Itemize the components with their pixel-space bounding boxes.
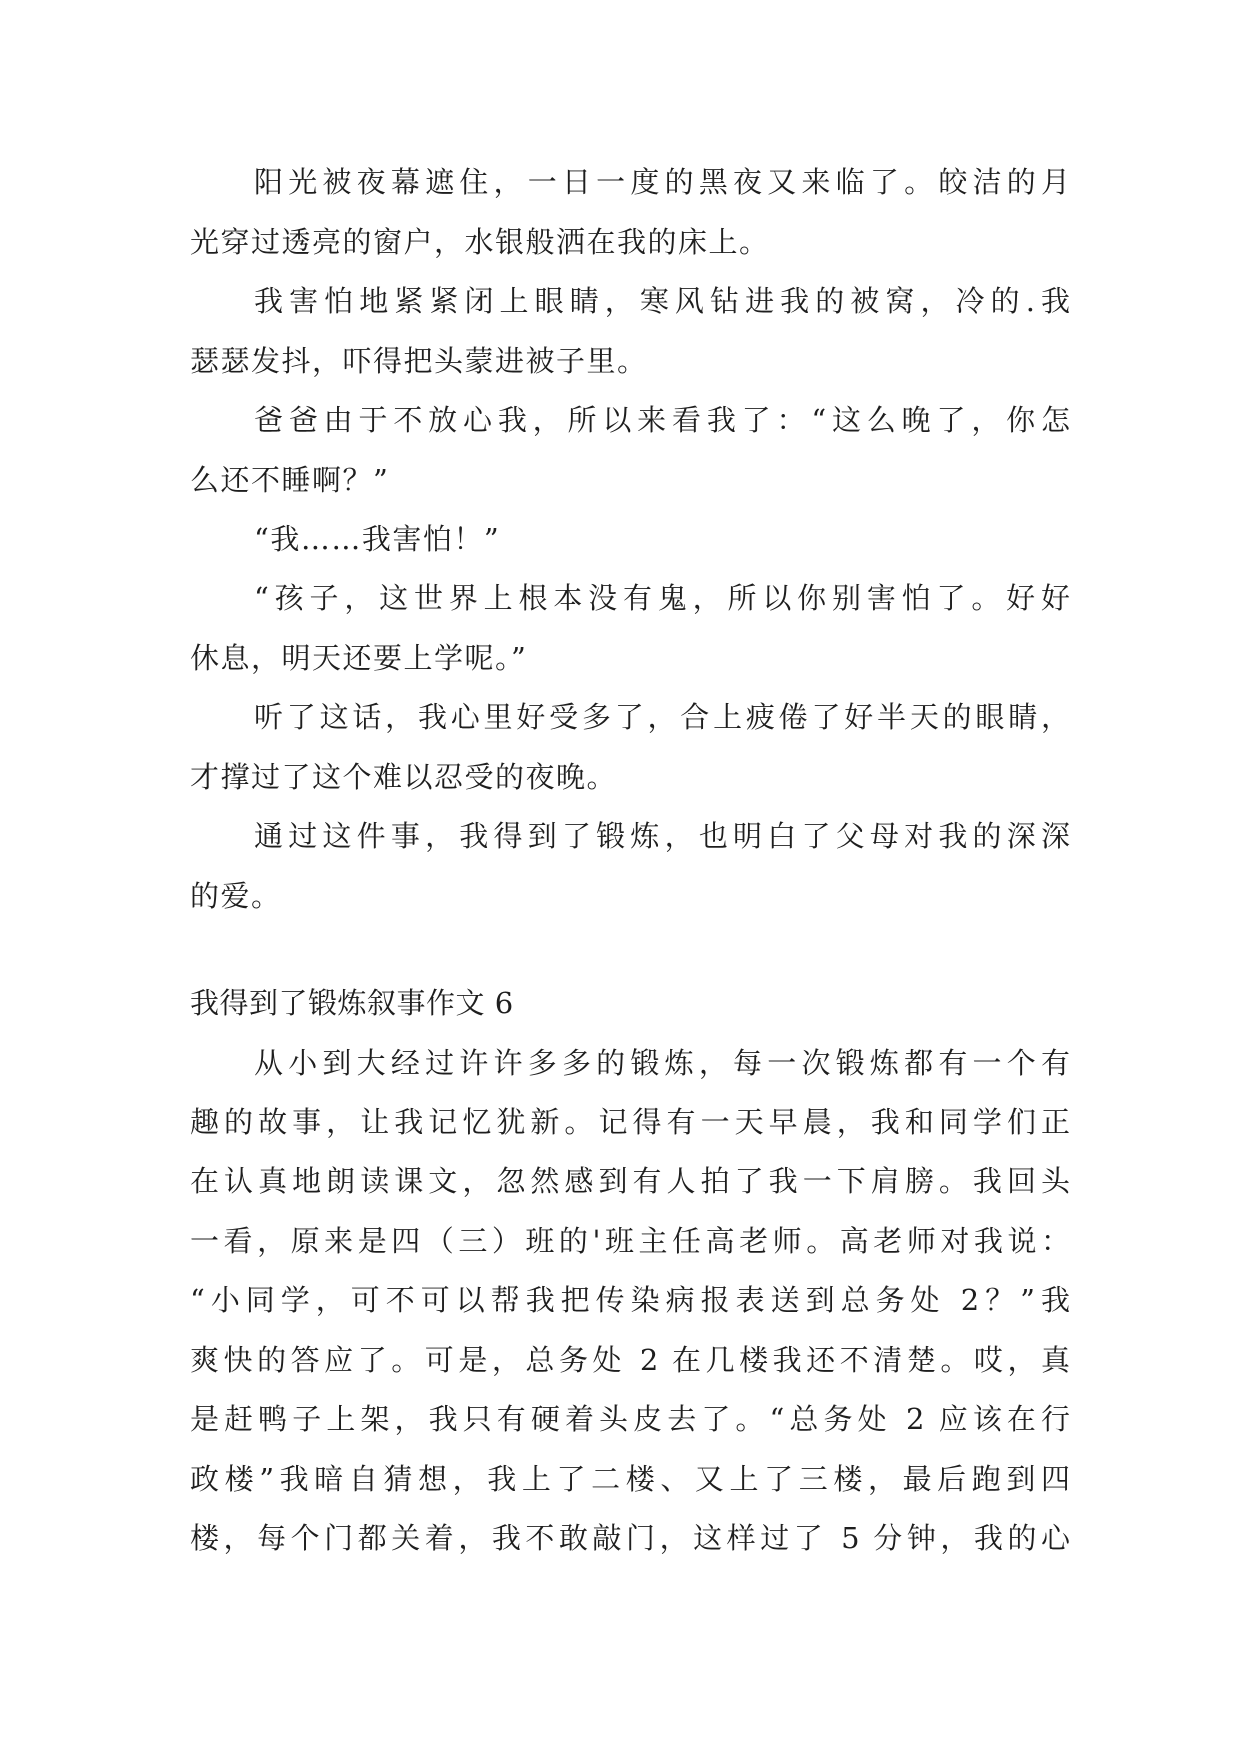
- paragraph-line: 的爱。: [190, 879, 282, 913]
- paragraph-line: 阳光被夜幕遮住，一日一度的黑夜又来临了。皎洁的月: [254, 165, 1070, 199]
- paragraph-line: 从小到大经过许许多多的锻炼，每一次锻炼都有一个有: [254, 1046, 1070, 1080]
- paragraph-line: 在认真地朗读课文，忽然感到有人拍了我一下肩膀。我回头: [190, 1164, 1070, 1198]
- paragraph-line: 楼，每个门都关着，我不敢敲门，这样过了 5 分钟，我的心: [190, 1521, 1070, 1555]
- paragraph-line: 通过这件事，我得到了锻炼，也明白了父母对我的深深: [254, 819, 1070, 853]
- paragraph-line: 是赶鸭子上架，我只有硬着头皮去了。“总务处 2 应该在行: [190, 1402, 1070, 1436]
- paragraph-line: 光穿过透亮的窗户，水银般洒在我的床上。: [190, 225, 770, 259]
- paragraph-line: 政楼”我暗自猜想，我上了二楼、又上了三楼，最后跑到四: [190, 1462, 1070, 1496]
- paragraph-line: “我……我害怕！”: [254, 522, 501, 556]
- paragraph-line: 趣的故事，让我记忆犹新。记得有一天早晨，我和同学们正: [190, 1105, 1070, 1139]
- paragraph-line: 一看，原来是四（三）班的'班主任高老师。高老师对我说：: [190, 1224, 1070, 1258]
- paragraph-line: 才撑过了这个难以忍受的夜晚。: [190, 760, 618, 794]
- paragraph-line: 瑟瑟发抖，吓得把头蒙进被子里。: [190, 344, 648, 378]
- paragraph-line: 休息，明天还要上学呢。”: [190, 641, 528, 675]
- paragraph-line: “小同学，可不可以帮我把传染病报表送到总务处 2？”我: [190, 1283, 1070, 1317]
- paragraph-line: 爽快的答应了。可是，总务处 2 在几楼我还不清楚。哎，真: [190, 1343, 1070, 1377]
- paragraph-line: 我害怕地紧紧闭上眼睛，寒风钻进我的被窝，冷的.我: [254, 284, 1070, 318]
- paragraph-line: “孩子，这世界上根本没有鬼，所以你别害怕了。好好: [254, 581, 1070, 615]
- paragraph-line: 爸爸由于不放心我，所以来看我了：“这么晚了，你怎: [254, 403, 1070, 437]
- paragraph-line: 么还不睡啊？”: [190, 463, 390, 497]
- paragraph-line: 听了这话，我心里好受多了，合上疲倦了好半天的眼睛，: [254, 700, 1070, 734]
- section-title: 我得到了锻炼叙事作文 6: [190, 986, 514, 1020]
